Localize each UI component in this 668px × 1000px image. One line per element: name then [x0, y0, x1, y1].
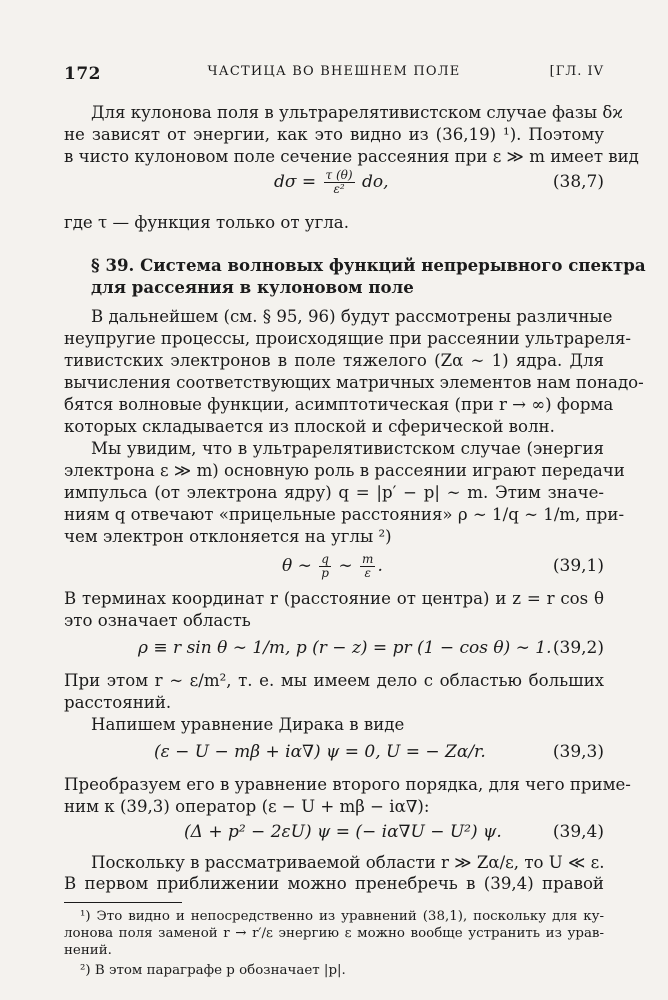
text-line: При этом r ∼ ε/m², т. е. мы имеем дело с областью больших [64, 671, 604, 690]
eq-body: (Δ + p² − 2εU) ψ = (− iα∇U − U²) ψ. [184, 822, 502, 842]
fraction [360, 553, 375, 580]
text-line: импульса (от электрона ядру) q = |p′ − p| ∼ m. Этим значе- [64, 483, 604, 502]
frac-denominator: ε [364, 566, 371, 580]
text-line: бятся волновые функции, асимптотическая (при r → ∞) форма [64, 395, 614, 414]
text-line: ним к (39,3) оператор (ε − U + mβ − iα∇): [64, 797, 430, 816]
equation-39-2 [64, 634, 604, 662]
frac-numerator: m [362, 552, 374, 566]
text-line: Поскольку в рассматриваемой области r ≫ Zα/ε, то U ≪ ε. [91, 853, 605, 872]
equation-39-1 [64, 508, 604, 536]
text-line: Для кулонова поля в ультрарелятивистском случае фазы δϰ [91, 103, 623, 122]
text-line: Преобразуем его в уравнение второго порядка, для чего приме- [64, 775, 631, 794]
frac-numerator: τ (θ) [325, 168, 353, 182]
text-line: В первом приближении можно пренебречь в (39,4) правой [64, 874, 604, 893]
footnote-rule [64, 902, 182, 903]
text-line: не зависят от энергии, как это видно из (36,19) ¹). Поэтому [64, 125, 604, 144]
equation-number: (39,3) [552, 742, 604, 762]
eq-lhs: dσ = [274, 172, 317, 192]
footnote-line: ²) В этом параграфе p обозначает |p|. [80, 963, 346, 978]
fraction [324, 169, 355, 196]
frac-denominator: p [321, 566, 329, 580]
text-line: Напишем уравнение Дирака в виде [91, 715, 405, 734]
eq-period: . [377, 556, 383, 576]
text-line: которых складывается из плоской и сферической волн. [64, 417, 555, 436]
text-line: чем электрон отклоняется на углы ²) [64, 527, 392, 546]
eq-lhs: θ ∼ [282, 556, 312, 576]
text-line: ниям q отвечают «прицельные расстояния» ρ ∼ 1/q ∼ 1/m, при- [64, 505, 625, 524]
text-line: электрона ε ≫ m) основную роль в рассеянии играют передачи [64, 461, 625, 480]
footnote-line: ¹) Это видно и непосредственно из уравнений (38,1), поскольку для ку- [80, 909, 604, 924]
fraction [319, 553, 331, 580]
equation-number: (39,2) [552, 638, 604, 658]
section-heading: для рассеяния в кулоновом поле [91, 277, 414, 297]
equation-number: (39,4) [552, 822, 604, 842]
equation-39-3 [64, 738, 604, 766]
equation-38-7 [64, 168, 604, 196]
text-line: расстояний. [64, 693, 172, 712]
eq-body: ρ ≡ r sin θ ∼ 1/m, p (r − z) = pr (1 − cos θ) ∼ 1. [138, 638, 552, 658]
running-title: ЧАСТИЦА ВО ВНЕШНЕМ ПОЛЕ [207, 64, 461, 79]
text-line: неупругие процессы, происходящие при рассеянии ультрареля- [64, 329, 632, 348]
text-line: В дальнейшем (см. § 95, 96) будут рассмотрены различные [91, 307, 613, 326]
eq-rhs: do, [362, 172, 389, 192]
footnote-line: лонова поля заменой r → r′/ε энергию ε можно вообще устранить из урав- [64, 926, 604, 941]
section-heading: § 39. Система волновых функций непрерывного спектра [91, 255, 646, 275]
equation-number: (38,7) [552, 172, 604, 192]
frac-denominator: ε² [333, 182, 345, 196]
eq-operator: ∼ [338, 556, 353, 576]
text-line: где τ — функция только от угла. [64, 213, 349, 232]
text-line: это означает область [64, 611, 251, 630]
chapter-marker: [ГЛ. IV [549, 64, 604, 79]
text-line: Мы увидим, что в ультрарелятивистском случае (энергия [91, 439, 604, 458]
equation-number: (39,1) [552, 556, 604, 576]
footnote-line: нений. [64, 943, 112, 958]
text-line: вычисления соответствующих матричных элементов нам понадо- [64, 373, 644, 392]
frac-numerator: q [321, 552, 329, 566]
equation-39-4 [64, 818, 604, 846]
text-line: тивистских электронов в поле тяжелого (Zα ∼ 1) ядра. Для [64, 351, 604, 370]
page-number: 172 [64, 64, 101, 84]
text-line: В терминах координат r (расстояние от центра) и z = r cos θ [64, 589, 604, 608]
equation-39-1-row [64, 552, 604, 580]
text-line: в чисто кулоновом поле сечение рассеяния при ε ≫ m имеет вид [64, 147, 639, 166]
eq-body: (ε − U − mβ + iα∇) ψ = 0, U = − Zα/r. [154, 742, 486, 762]
